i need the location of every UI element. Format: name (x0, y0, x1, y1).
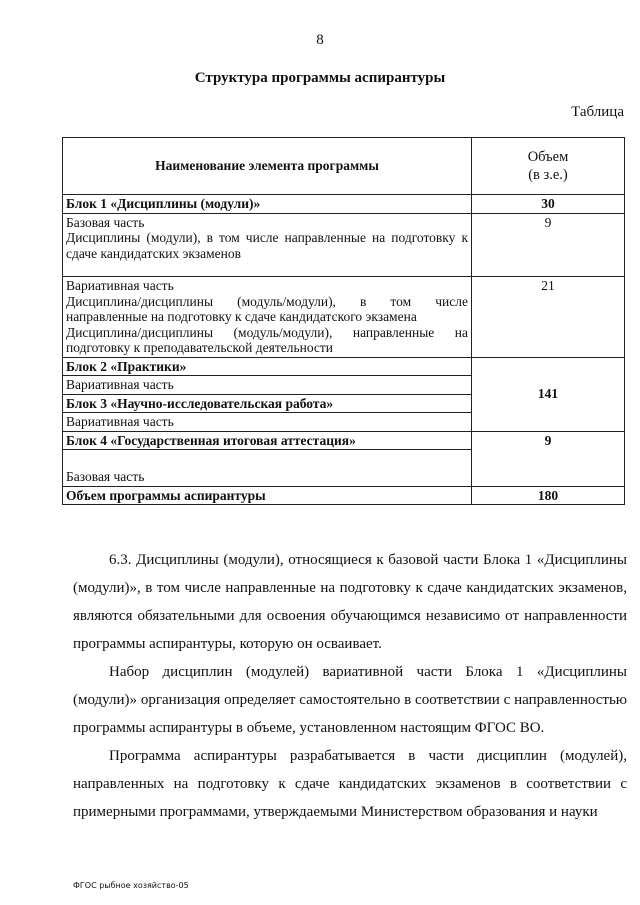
block3-title: Блок 3 «Научно-исследовательская работа» (63, 394, 472, 413)
block1-base-cell (63, 213, 472, 277)
block1-variable-value: 21 (472, 277, 625, 358)
program-structure-table (62, 137, 625, 505)
block1-total: 30 (472, 195, 625, 214)
header-element-name: Наименование элемента программы (63, 138, 472, 195)
block1-variable-desc1: Дисциплина/дисциплины (модуль/модули), в том числе направленные на подготовку к сдаче кандидатского экзамена (66, 293, 468, 325)
block4-base-cell (63, 450, 472, 487)
table-row-block1 (63, 195, 625, 214)
page-title: Структура программы аспирантуры (194, 70, 446, 86)
header-volume (472, 138, 625, 195)
page-number: 8 (316, 32, 324, 48)
block1-variable-cell (63, 277, 472, 358)
block1-base-value: 9 (472, 213, 625, 277)
blocks23-value: 141 (472, 357, 625, 431)
body-text (73, 546, 627, 826)
block1-base-desc: Дисциплины (модули), в том числе направленные на подготовку к сдаче кандидатских экзаменов (66, 230, 468, 261)
block1-variable-desc2: Дисциплина/дисциплины (модуль/модули), направленные на подготовку к преподавательской деятельности (66, 324, 468, 356)
block1-base-label: Базовая часть (66, 214, 145, 230)
header-volume-line2: (в з.е.) (528, 167, 568, 183)
total-label: Объем программы аспирантуры (63, 486, 472, 505)
paragraph-6-3: 6.3. Дисциплины (модули), относящиеся к базовой части Блока 1 «Дисциплины (модули)», в том числе направленные на подготовку к сдаче кандидатских экзаменов, являются обязательными для освоения обучающимся независимо от направленности программы аспирантуры, которую он осваивает. (73, 552, 627, 652)
block4-base-label: Базовая часть (66, 469, 145, 485)
table-row-block4 (63, 431, 625, 450)
block1-title: Блок 1 «Дисциплины (модули)» (63, 195, 472, 214)
table-row-block1-base (63, 213, 625, 277)
block4-value: 9 (472, 431, 625, 486)
paragraph-block1-variable: Набор дисциплин (модулей) вариативной части Блока 1 «Дисциплины (модули)» организация определяет самостоятельно в соответствии с направленностью программы аспирантуры в объеме, установленном настоящим ФГОС ВО. (73, 664, 627, 736)
block2-title: Блок 2 «Практики» (63, 357, 472, 376)
paragraph-program-development: Программа аспирантуры разрабатывается в части дисциплин (модулей), направленных на подготовку к сдаче кандидатских экзаменов в соответствии с примерными программами, утверждаемыми Министерством образования и науки (73, 748, 627, 820)
block2-variable-label: Вариативная часть (63, 376, 472, 395)
block4-title: Блок 4 «Государственная итоговая аттестация» (63, 431, 472, 450)
block1-variable-label: Вариативная часть (66, 278, 174, 294)
footer-text: ФГОС рыбное хозяйство-05 (73, 881, 189, 890)
block3-variable-label: Вариативная часть (63, 413, 472, 432)
header-volume-line1: Объем (527, 148, 569, 165)
table-header-row (63, 138, 625, 195)
table-row-block2 (63, 357, 625, 376)
table-label: Таблица (571, 104, 624, 120)
table-row-total (63, 486, 625, 505)
table-row-block1-variable (63, 277, 625, 358)
total-value: 180 (472, 486, 625, 505)
